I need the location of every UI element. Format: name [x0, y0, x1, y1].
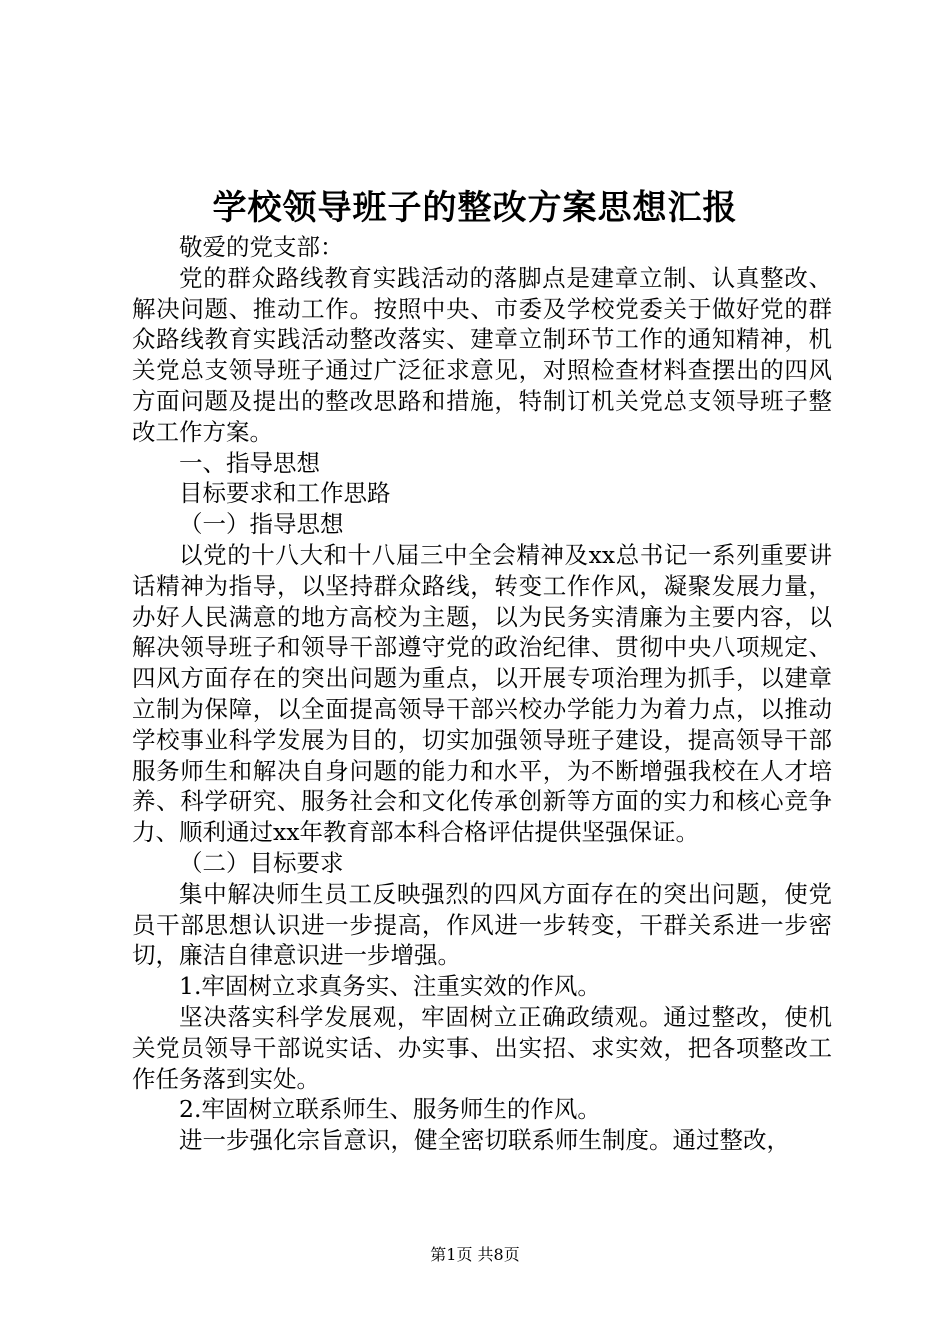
section-heading-goals-and-approach: 目标要求和工作思路: [179, 479, 391, 508]
document-body: [132, 232, 832, 1156]
paragraph-guiding-thought: 以党的十八大和十八届三中全会精神及xx总书记一系列重要讲话精神为指导，以坚持群众路线，转变工作作风，凝聚发展力量，办好人民满意的地方高校为主题，以为民务实清廉为主要内容，以解决领导班子和领导干部遵守党的政治纪律、贯彻中央八项规定、四风方面存在的突出问题为重点，以开展专项治理为抓手，以建章立制为保障，以全面提高领导干部兴校办学能力为着力点，以推动学校事业科学发展为目的，切实加强领导班子建设，提高领导干部服务师生和解决自身问题的能力和水平，为不断增强我校在人才培养、科学研究、服务社会和文化传承创新等方面的实力和核心竞争力、顺利通过xx年教育部本科合格评估提供坚强保证。: [132, 540, 832, 847]
page-footer: 第1页 共8页: [430, 1245, 520, 1264]
salutation: 敬爱的党支部：: [179, 233, 344, 261]
paragraph-item-2: 进一步强化宗旨意识，健全密切联系师生制度。通过整改，: [179, 1126, 790, 1155]
item-heading-2: 2.牢固树立联系师生、服务师生的作风。: [179, 1095, 601, 1124]
paragraph-item-1: 坚决落实科学发展观，牢固树立正确政绩观。通过整改，使机关党员领导干部说实话、办实事、出实招、求实效，把各项整改工作任务落到实处。: [132, 1002, 832, 1093]
item-heading-1: 1.牢固树立求真务实、注重实效的作风。: [179, 972, 601, 1001]
document-title: 学校领导班子的整改方案思想汇报: [212, 188, 738, 228]
section-heading-guiding-thought: 一、指导思想: [179, 448, 320, 477]
paragraph-intro: 党的群众路线教育实践活动的落脚点是建章立制、认真整改、解决问题、推动工作。按照中央、市委及学校党委关于做好党的群众路线教育实践活动整改落实、建章立制环节工作的通知精神，机关党总支领导班子通过广泛征求意见，对照检查材料查摆出的四风方面问题及提出的整改思路和措施，特制订机关党总支领导班子整改工作方案。: [132, 263, 832, 446]
paragraph-goals: 集中解决师生员工反映强烈的四风方面存在的突出问题，使党员干部思想认识进一步提高，作风进一步转变，干群关系进一步密切，廉洁自律意识进一步增强。: [132, 879, 832, 970]
subsection-heading-1: （一）指导思想: [179, 510, 344, 539]
subsection-heading-2: （二）目标要求: [179, 848, 344, 877]
